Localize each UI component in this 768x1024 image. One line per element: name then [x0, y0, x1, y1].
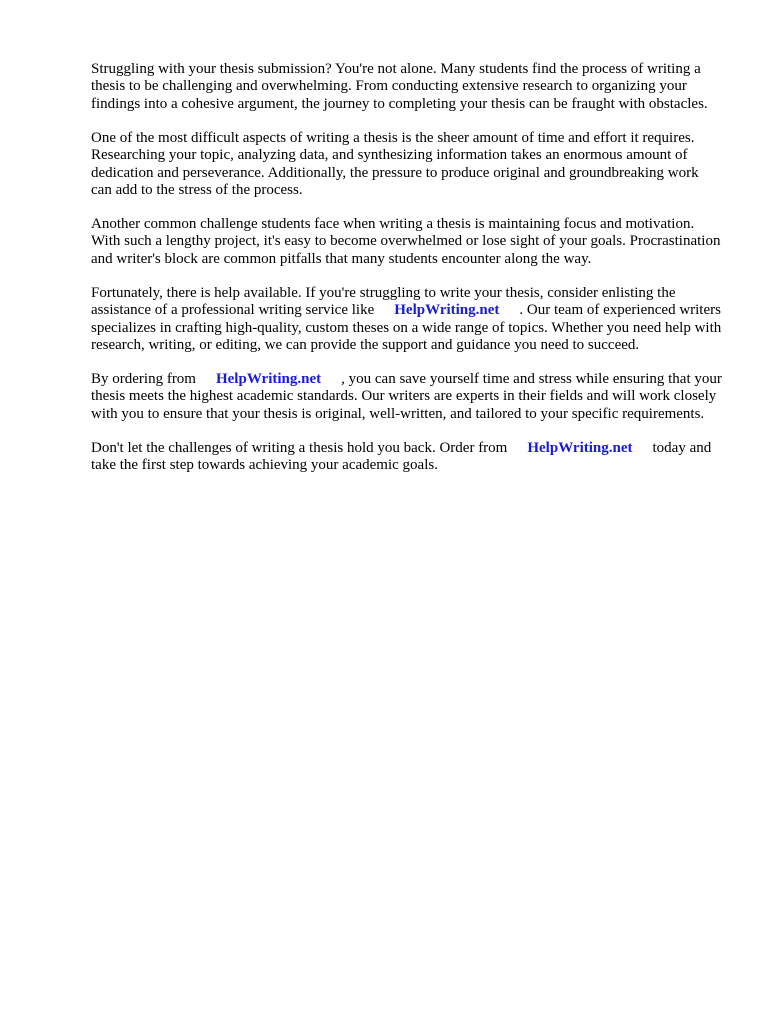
- helpwriting-link-2[interactable]: HelpWriting.net: [215, 371, 322, 388]
- paragraph-closing-before: Don't let the challenges of writing a thesis hold you back. Order from: [91, 439, 508, 456]
- paragraph-ordering-before: By ordering from: [91, 371, 196, 388]
- paragraph-difficulty: [91, 130, 723, 200]
- helpwriting-link-1[interactable]: HelpWriting.net: [394, 302, 500, 319]
- paragraph-ordering: [91, 371, 723, 423]
- paragraph-difficulty-text: One of the most difficult aspects of writing a thesis is the sheer amount of time and effort it requires. Researching your topic, analyzing data, and synthesizing information takes an enormous amount of dedication and perseverance. Additionally, the pressure to produce original and groundbreaking work can add to the stress of the process.: [91, 129, 699, 199]
- helpwriting-link-3[interactable]: HelpWriting.net: [527, 439, 633, 456]
- paragraph-ordering-after: , you can save yourself time and stress while ensuring that your thesis meets the highest academic standards. Our writers are experts in their fields and will work closely with you to ensure that your thesis is original, well-written, and tailored to your specific requirements.: [91, 371, 722, 422]
- paragraph-closing: [91, 440, 723, 475]
- document-body: [91, 61, 723, 491]
- paragraph-help-after: . Our team of experienced writers specializes in crafting high-quality, custom theses on a wide range of topics. Whether you need help with research, writing, or editing, we can provide the support and guidance you need to succeed.: [91, 302, 722, 354]
- paragraph-help-before: Fortunately, there is help available. If you're struggling to write your thesis, consider enlisting the assistance of a professional writing service like: [91, 284, 676, 319]
- paragraph-challenge: [91, 216, 723, 268]
- paragraph-help: [91, 285, 723, 355]
- paragraph-closing-after: today and take the first step towards achieving your academic goals.: [91, 439, 712, 474]
- paragraph-challenge-text: Another common challenge students face when writing a thesis is maintaining focus and motivation. With such a lengthy project, it's easy to become overwhelmed or lose sight of your goals. Procrastination and writer's block are common pitfalls that many students encounter along the way.: [91, 216, 721, 267]
- paragraph-intro-text: Struggling with your thesis submission? You're not alone. Many students find the process of writing a thesis to be challenging and overwhelming. From conducting extensive research to organizing your findings into a cohesive argument, the journey to completing your thesis can be fraught with obstacles.: [91, 61, 708, 112]
- paragraph-intro: [91, 61, 723, 113]
